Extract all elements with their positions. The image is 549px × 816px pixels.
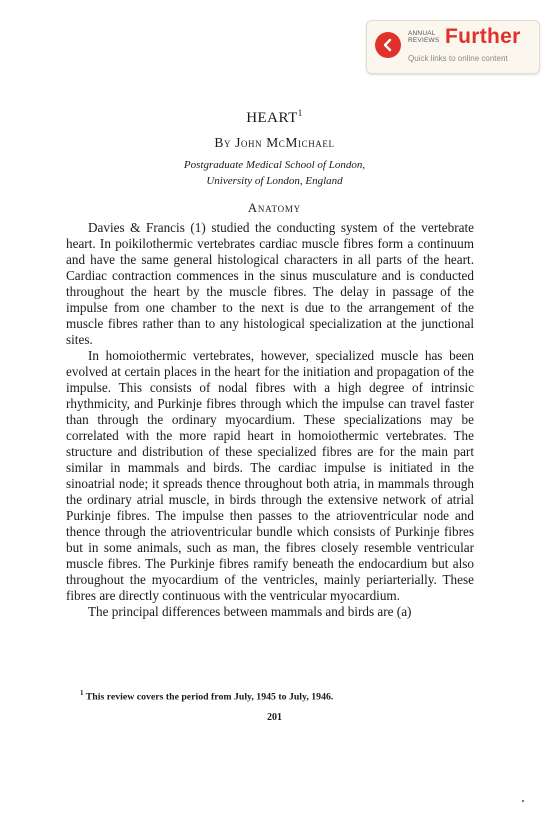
footnote-text: This review covers the period from July, 1945 to July, 1946. [83, 691, 334, 703]
author: By John McMichael [214, 135, 335, 150]
further-badge[interactable] [366, 20, 540, 74]
badge-subtitle: Quick links to online content [408, 54, 508, 63]
paragraph-3: The principal differences between mammals and birds are (a) [88, 604, 412, 619]
scan-speck [522, 800, 524, 802]
affiliation-line-1: Postgraduate Medical School of London, [183, 159, 366, 171]
paragraph-1: Davies & Francis (1) studied the conducting system of the vertebrate heart. In poikilothermic vertebrates cardiac muscle fibres form a continuum and have the same general histological characters in all parts of the heart. Cardiac contraction commences in the sinus musculature and is conducted throughout the heart by the muscle fibres. The delay in passage of the impulse from one chamber to the next is due to the arrangement of the muscle fibres rather than to any histological specialization at the junctional sites. [66, 220, 474, 347]
footnote [80, 689, 480, 702]
title-text: HEART [246, 110, 298, 126]
badge-annual-reviews [408, 30, 439, 44]
title-footnote-mark: 1 [297, 108, 303, 118]
section-heading: Anatomy [248, 201, 301, 215]
page-number: 201 [267, 712, 282, 723]
badge-line2: REVIEWS [408, 37, 440, 44]
article-title [0, 108, 549, 127]
badge-line1: ANNUAL [408, 30, 436, 37]
play-icon [375, 32, 401, 58]
badge-brand: Further [445, 25, 521, 48]
footnote-mark: 1 [80, 689, 84, 697]
body-text [66, 220, 474, 620]
affiliation-line-2: University of London, England [206, 175, 343, 187]
paragraph-2: In homoiothermic vertebrates, however, specialized muscle has been evolved at certain places in the heart for the initiation and propagation of the impulse. This consists of nodal fibres with a high degree of intrinsic rhythmicity, and Purkinje fibres through which the impulse can travel faster than through the ordinary myocardium. These specializations may be correlated with the more rapid heart in homoiothermic vertebrates. The structure and distribution of these specialized fibres are for the main part similar in mammals and birds. The cardiac impulse is initiated in the sinoatrial node; it spreads thence throughout both atria, in mammals through the ordinary atrial muscle, in birds through the extensive network of atrial Purkinje fibres. The impulse then passes to the atrioventricular node and thence through the atrioventricular bundle which consists of Purkinje fibres but in some animals, such as man, the fibres closely resemble ventricular muscle fibres. The Purkinje fibres ramify beneath the endocardium but also throughout the myocardium of the ventricles, mainly periarterially. These fibres are directly continuous with the ventricular myocardium. [66, 348, 474, 603]
